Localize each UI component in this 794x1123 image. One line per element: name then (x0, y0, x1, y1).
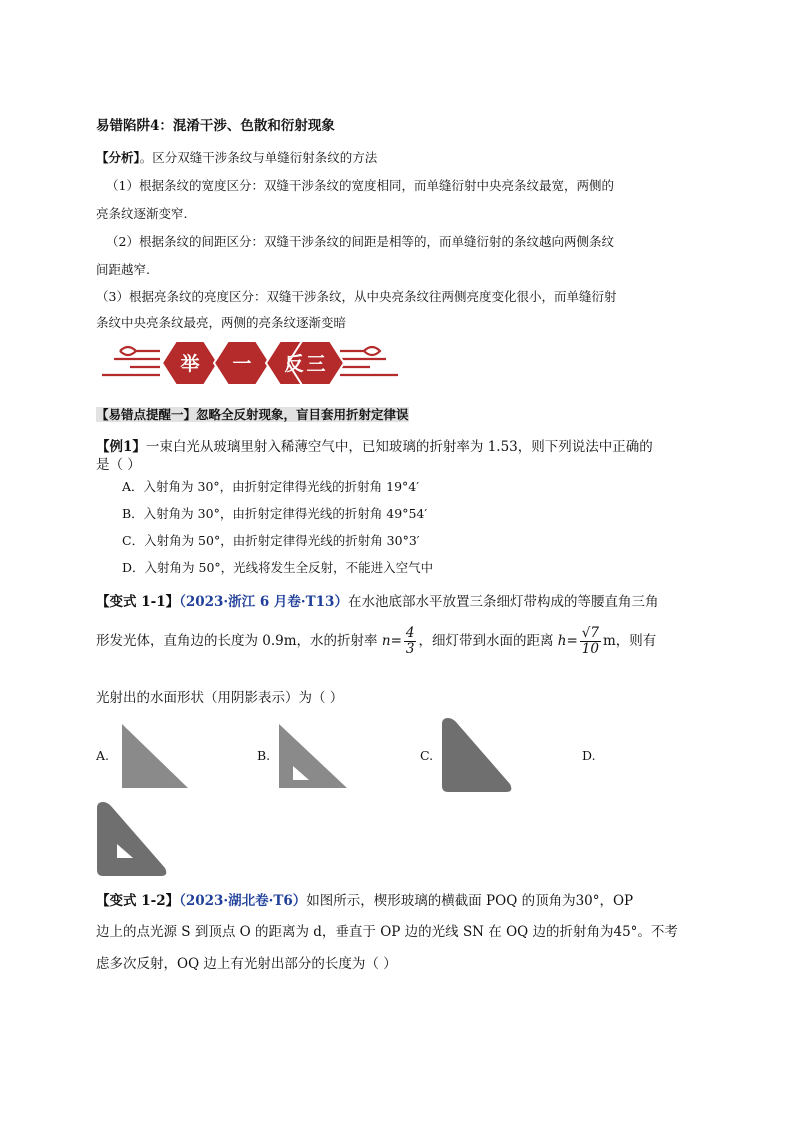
banner-char-3: 反 (284, 353, 304, 375)
variant-1-1-source: （2023·浙江 6 月卷·T13） (179, 594, 348, 610)
variant-1-2-label: 【变式 1-2】 (96, 893, 180, 909)
analysis-item-1-line-1: （1）根据条纹的宽度区分：双缝干涉条纹的宽度相同，而单缝衍射中央亮条纹最宽，两侧的 (106, 178, 614, 193)
variant-1-2-source: （2023·湖北卷·T6） (179, 893, 307, 909)
analysis-item-3-line-2: 条纹中央亮条纹最亮，两侧的亮条纹逐渐变暗 (96, 315, 347, 330)
analysis-item-2-line-1: （2）根据条纹的间距区分：双缝干涉条纹的间距是相等的，而单缝衍射的条纹越向两侧条纹 (106, 234, 614, 249)
n-numerator: 4 (405, 625, 415, 641)
option-a-triangle-icon (118, 720, 190, 790)
example-1-option-b: B．入射角为 30°，由折射定律得光线的折射角 49°54′ (122, 506, 428, 521)
example-1-line-2: 是（ ） (96, 457, 141, 473)
analysis-intro-text: 。区分双缝干涉条纹与单缝衍射条纹的方法 (139, 150, 378, 165)
variant-1-1-text-1: 在水池底部水平放置三条细灯带构成的等腰直角三角 (347, 594, 659, 610)
analysis-label: 【分析】 (96, 150, 140, 165)
variant-1-1-option-d-label: D. (582, 748, 596, 763)
tip-1-label: 【易错点提醒一】 (96, 407, 197, 422)
n-denominator: 3 (405, 641, 415, 657)
variant-1-1-option-a-label: A. (96, 748, 110, 763)
banner-graphic (100, 337, 400, 387)
section-heading: 易错陷阱4：混淆干涉、色散和衍射现象 (96, 118, 335, 134)
example-1-option-c: C．入射角为 50°，由折射定律得光线的折射角 30°3′ (122, 533, 420, 548)
variant-1-1-option-c-label: C. (420, 748, 434, 763)
variant-1-1-option-b-label: B. (257, 748, 271, 763)
banner-char-1: 举 (180, 353, 200, 375)
distance-fraction (580, 626, 601, 657)
h-numerator: √7 (581, 625, 599, 641)
variant-1-2-line-2: 边上的点光源 S 到顶点 O 的距离为 d，垂直于 OP 边的光线 SN 在 OQ 边的折射角为45°。不考 (96, 924, 678, 940)
option-c-rounded-triangle-icon (440, 714, 515, 794)
variant-1-2-line-3: 虑多次反射，OQ 边上有光射出部分的长度为（ ） (96, 956, 397, 972)
example-1-option-d: D．入射角为 50°，光线将发生全反射，不能进入空气中 (122, 560, 434, 575)
variant-1-1-line-2: 形发光体，直角边的长度为 0.9m，水的折射率 n= $\frac{4}{3}$ ，细灯带到水面的距离 h= $\frac{√7}{10}$ m，则有 (96, 625, 657, 657)
example-1-label: 【例1】 (96, 439, 146, 455)
banner-right-scroll-icon (340, 347, 398, 375)
refractive-index-fraction (404, 626, 417, 657)
variant-1-2-line-1 (96, 892, 633, 910)
variant-1-1-line-3: 光射出的水面形状（用阴影表示）为（ ） (96, 690, 344, 706)
variant-1-1-label: 【变式 1-1】 (96, 594, 180, 610)
tip-1 (96, 406, 409, 423)
distance-unit: m (602, 633, 616, 649)
variant-1-2-text-1: 如图所示，楔形玻璃的横截面 POQ 的顶角为30°，OP (306, 893, 634, 909)
analysis-item-1-line-2: 亮条纹逐渐变窄. (96, 206, 188, 221)
analysis-intro (96, 149, 377, 166)
example-1-line-1 (96, 438, 653, 456)
analysis-item-2-line-2: 间距越窄. (96, 262, 150, 277)
example-1-text-1: 一束白光从玻璃里射入稀薄空气中，已知玻璃的折射率为 1.53，则下列说法中正确的 (145, 439, 653, 455)
variant-1-1-text-2a: 形发光体，直角边的长度为 0.9m，水的折射率 (96, 633, 378, 649)
refractive-index-var: n (381, 633, 391, 649)
tip-1-text: 忽略全反射现象，盲目套用折射定律误 (196, 407, 409, 422)
distance-var: h (557, 633, 567, 649)
variant-1-1-text-2c: ，则有 (615, 633, 657, 649)
option-d-rounded-hollow-triangle-icon (95, 798, 170, 878)
banner-char-2: 一 (232, 353, 252, 375)
example-1-option-a: A．入射角为 30°，由折射定律得光线的折射角 19°4′ (122, 479, 420, 494)
variant-1-1-line-1 (96, 593, 658, 611)
analysis-item-3-line-1: （3）根据亮条纹的亮度区分：双缝干涉条纹，从中央亮条纹往两侧亮度变化很小，而单缝衍射 (96, 289, 617, 304)
h-denominator: 10 (581, 641, 599, 657)
banner-left-scroll-icon (102, 347, 160, 375)
variant-1-1-text-2b: ，细灯带到水面的距离 (418, 633, 554, 649)
option-b-hollow-triangle-icon (275, 720, 350, 790)
banner-char-4: 三 (306, 353, 326, 375)
